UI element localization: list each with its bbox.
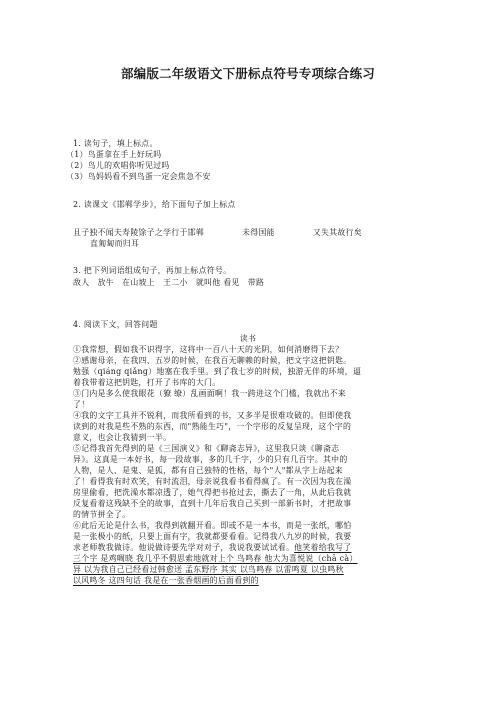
passage-line: 是一张极小的纸，只要上面有字，我就都要看看。记得我八九岁的时候，我要 (73, 532, 352, 541)
passage-line: 意义，也会让我猜到一半。 (73, 433, 172, 442)
q2-heading: 2. 读课文《邯郸学步》，给下面句子加上标点 (73, 200, 236, 209)
passage-line-text: 求老师教我做诗。他说做诗要先学对对子，我说我要试试看。 (73, 543, 295, 552)
passage-line: 反复看着这残缺不全的故事，直到十几年后我自己买到一部新书时，才把故事 (73, 499, 352, 508)
passage-line: ⑤记得我首先得到的是《三国演义》和《聊斋志异》，这里我只谈《聊斋志 (73, 444, 340, 453)
q3-word-list: 敌人 放牛 在山坡上 王二小 就叫他 看见 带路 (73, 278, 265, 287)
passage-line: 人物，是人、是鬼、是狐，都有自己独特的性格，每个"人"都从字上站起来 (73, 466, 343, 475)
q2-sentence-part-2: 未得国能 (242, 228, 275, 237)
q1-heading: 1. 读句子，填上标点。 (73, 139, 158, 148)
passage-line: ⑥此后无论是什么书，我得到就翻开看。即或不是一本书，而是一张纸，哪怕 (73, 521, 352, 530)
passage-line: ①我常想，假如我不识得字，这将中一百八十天的光阴，如何消磨得下去？ (73, 345, 344, 354)
passage-line: 勉强（qiáng qiǎng）地塞在我手里。到了我七岁的时候，独游无伴的环境，逼 (73, 367, 362, 376)
q2-sentence-part-3: 又失其故行矣 (312, 228, 362, 237)
passage-underlined-line: 异 以为我自己已经看过韩愈送 孟东野序 其实 以鸟鸣春 以雷鸣夏 以虫鸣秋 (73, 565, 344, 574)
passage-line: 读到的对我是些不熟的东西，而"熟能生巧"，一个字形的反复呈现，这个字的 (73, 422, 352, 431)
passage-line-mixed (73, 543, 352, 553)
page-title: 部编版二年级语文下册标点符号专项综合练习 (120, 66, 375, 81)
passage-line: 房里偷看，把洗澡水都凉透了，她气得把书抢过去，撕去了一角，从此后我就 (73, 488, 352, 497)
q1-item-1: （1）鸟蛋拿在手上好玩吗 (66, 150, 162, 159)
q1-item-3: （3）鸟妈妈看不到鸟蛋一定会焦急不安 (66, 172, 211, 181)
passage-underlined-line: 以风鸣冬 这四句话 我是在一张香烟画的后面看到的 (73, 576, 259, 585)
passage-line: 了！看得我有时欢笑，有时流泪，母亲说我看书看得疯了。有一次因为我在澡 (73, 477, 352, 486)
passage-line: 着我带着这把钥匙，打开了书库的大门。 (73, 378, 221, 387)
passage-underlined-line: 三个字 是鸡啁晓 我几乎不假思索地就对上个 鸟鸣春 他大为喜悦说（chā cà） (73, 554, 358, 563)
passage-line: 的情节拼全了。 (73, 510, 131, 519)
q2-sentence-part-1: 且子独不闻夫寿陵馀子之学行于邯郸 (73, 228, 205, 237)
passage-title: 读书 (239, 334, 257, 343)
passage-line: ②感谢母亲，在我四、五岁的时候，在我百无聊赖的时候，把文字这把钥匙。 (73, 356, 352, 365)
passage-line: 异》。这真是一本好书，每一段故事，多的几千字，少的只有几百字。其中的 (73, 455, 348, 464)
q4-heading: 4. 阅读下文，回答问题 (73, 320, 158, 329)
q1-item-2: （2）鸟儿的欢唱你听见过吗 (66, 161, 170, 170)
passage-underlined-text: 他笑着给我写了 (294, 543, 352, 552)
q2-sentence-line-2: 直匍匐而归耳 (90, 239, 140, 248)
passage-line: ③门内是多么使我眼花（獠 缭）乱画面啊！我一跨进这个门槛，我就出不来 (73, 389, 347, 398)
q2-sentence-line-1 (73, 228, 362, 238)
q3-heading: 3. 把下列词语组成句子，再加上标点符号。 (73, 266, 232, 275)
passage-line: ④我的文字工具并不锐利，而我所看到的书，又多半是很难攻破的。但即使我 (73, 411, 352, 420)
passage-line: 了！ (73, 400, 90, 409)
